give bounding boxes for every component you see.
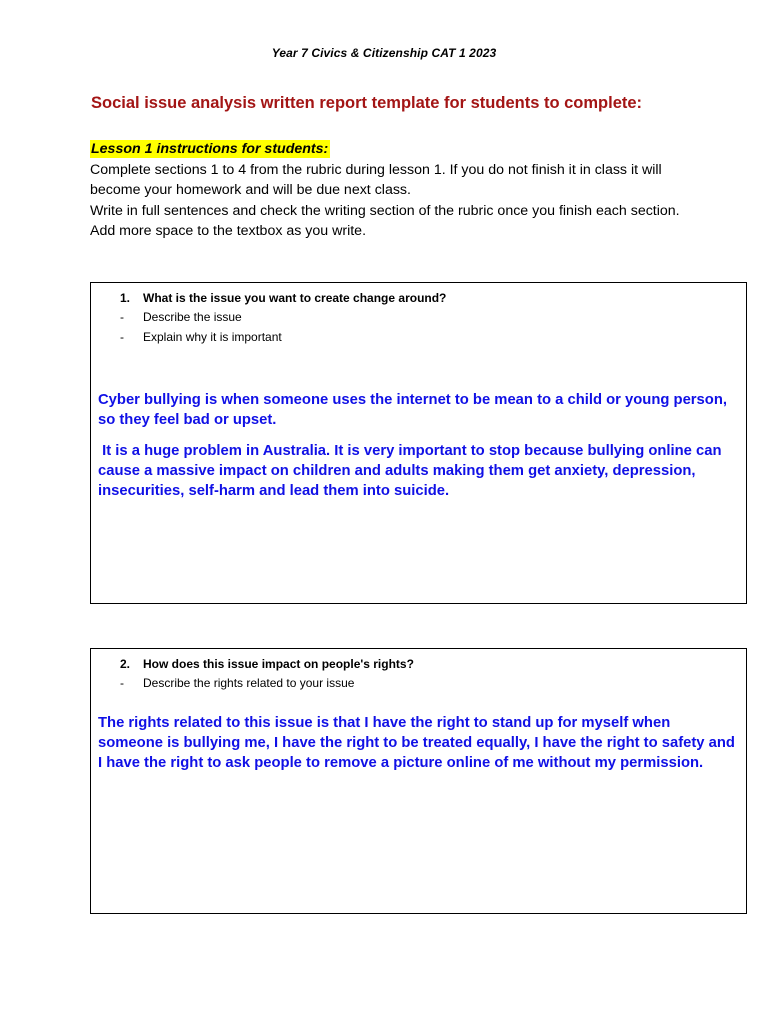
section-1-sub-item xyxy=(120,330,282,344)
instructions-block xyxy=(90,139,710,242)
instruction-line: Complete sections 1 to 4 from the rubric during lesson 1. If you do not finish it in class it will become your homework and will be due next class. xyxy=(90,161,662,199)
page-header: Year 7 Civics & Citizenship CAT 1 2023 xyxy=(271,46,497,60)
sub-item-text: Describe the rights related to your issue xyxy=(143,676,355,690)
instruction-line: Write in full sentences and check the writing section of the rubric once you finish each section. xyxy=(90,202,680,219)
instruction-line: Add more space to the textbox as you write. xyxy=(90,223,367,240)
section-1-textbox[interactable] xyxy=(90,282,747,604)
report-title: Social issue analysis written report template for students to complete: xyxy=(91,94,643,112)
dash-bullet: - xyxy=(120,676,124,690)
answer-paragraph: Cyber bullying is when someone uses the internet to be mean to a child or young person, so they feel bad or upset. xyxy=(98,392,727,428)
section-2-question-text: How does this issue impact on people's rights? xyxy=(143,657,414,671)
dash-bullet: - xyxy=(120,310,124,324)
section-2-sub-item xyxy=(120,676,354,690)
dash-bullet: - xyxy=(120,330,124,344)
sub-item-text: Explain why it is important xyxy=(143,330,282,344)
section-1-answer[interactable] xyxy=(98,390,738,501)
section-2-answer[interactable] xyxy=(98,713,738,773)
section-2-question xyxy=(120,657,414,671)
section-1-question xyxy=(120,291,446,305)
section-1-sub-item xyxy=(120,310,242,324)
section-2-number: 2. xyxy=(120,657,131,671)
section-2-textbox[interactable] xyxy=(90,648,747,914)
instructions-heading: Lesson 1 instructions for students: xyxy=(91,141,329,157)
section-1-question-text: What is the issue you want to create change around? xyxy=(143,291,447,305)
section-1-number: 1. xyxy=(120,291,131,305)
sub-item-text: Describe the issue xyxy=(143,310,242,324)
answer-paragraph: The rights related to this issue is that I have the right to stand up for myself when someone is bullying me, I have the right to be treated equally, I have the right to safety and I have the right to ask people to remove a picture online of me without my permission. xyxy=(98,715,735,771)
answer-paragraph: It is a huge problem in Australia. It is very important to stop because bullying online can cause a massive impact on children and adults making them get anxiety, depression, insecurities, self-harm and lead them into suicide. xyxy=(98,443,726,499)
